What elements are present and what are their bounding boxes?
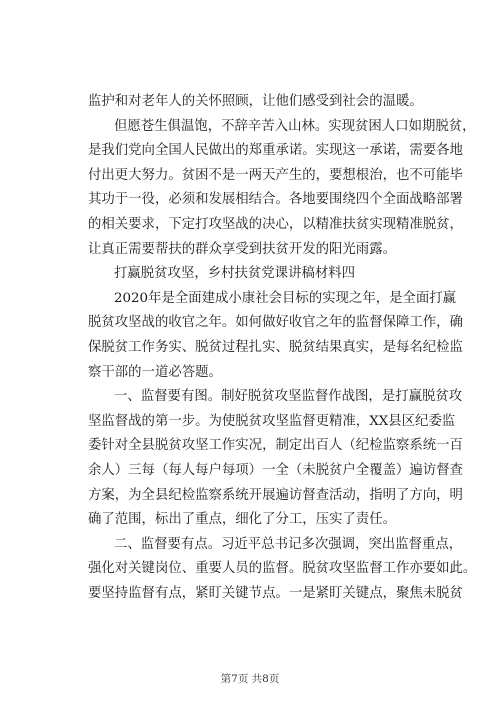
page-footer: 第7页 共8页 — [220, 673, 280, 685]
text-line: 是我们党向全国人民做出的郑重承诺。实现这一承诺，需要各地 — [88, 143, 463, 159]
text-line: 委针对全县脱贫攻坚工作实况，制定出百人（纪检监察系统一百 — [88, 438, 463, 454]
text-line: 的相关要求，下定打攻坚战的决心，以精准扶贫实现精准脱贫， — [88, 216, 463, 232]
text-line: 保脱贫工作务实、脱贫过程扎实、脱贫结果真实，是每名纪检监 — [88, 339, 463, 355]
text-line: 察干部的一道必答题。 — [88, 364, 222, 380]
text-line: 要坚持监督有点，紧盯关键节点。一是紧盯关键点，聚焦未脱贫 — [88, 585, 463, 601]
text-line: 强化对关键岗位、重要人员的监督。脱贫攻坚监督工作亦要如此。 — [88, 561, 477, 577]
text-line: 其功于一役，必须和发展相结合。各地要围绕四个全面战略部署 — [88, 192, 463, 208]
text-line: 方案，为全县纪检监察系统开展遍访督查活动，指明了方向，明 — [88, 487, 463, 503]
text-line: 监护和对老年人的关怀照顾，让他们感受到社会的温暖。 — [88, 94, 423, 109]
text-line: 付出更大努力。贫困不是一两天产生的，要想根治，也不可能毕 — [88, 167, 463, 183]
text-line: 余人）三每（每人每户每项）一全（未脱贫户全覆盖）遍访督查 — [88, 462, 463, 478]
text-line: 二、监督要有点。习近平总书记多次强调，突出监督重点， — [114, 536, 463, 552]
text-line: 但愿苍生俱温饱，不辞辛苦入山林。实现贫困人口如期脱贫， — [114, 118, 476, 134]
body-text — [88, 90, 477, 606]
text-line: 一、监督要有图。制好脱贫攻坚监督作战图，是打赢脱贫攻 — [114, 389, 463, 405]
text-line: 2020年是全面建成小康社会目标的实现之年，是全面打赢 — [114, 290, 457, 306]
text-line: 确了范围，标出了重点，细化了分工，压实了责任。 — [88, 512, 396, 528]
text-line: 打赢脱贫攻坚，乡村扶贫党课讲稿材料四 — [114, 266, 356, 282]
text-line: 让真正需要帮扶的群众享受到扶贫开发的阳光雨露。 — [88, 241, 396, 257]
text-line: 脱贫攻坚战的收官之年。如何做好收官之年的监督保障工作，确 — [88, 315, 463, 331]
text-line: 坚监督战的第一步。为使脱贫攻坚监督更精准，XX县区纪委监 — [88, 413, 456, 429]
